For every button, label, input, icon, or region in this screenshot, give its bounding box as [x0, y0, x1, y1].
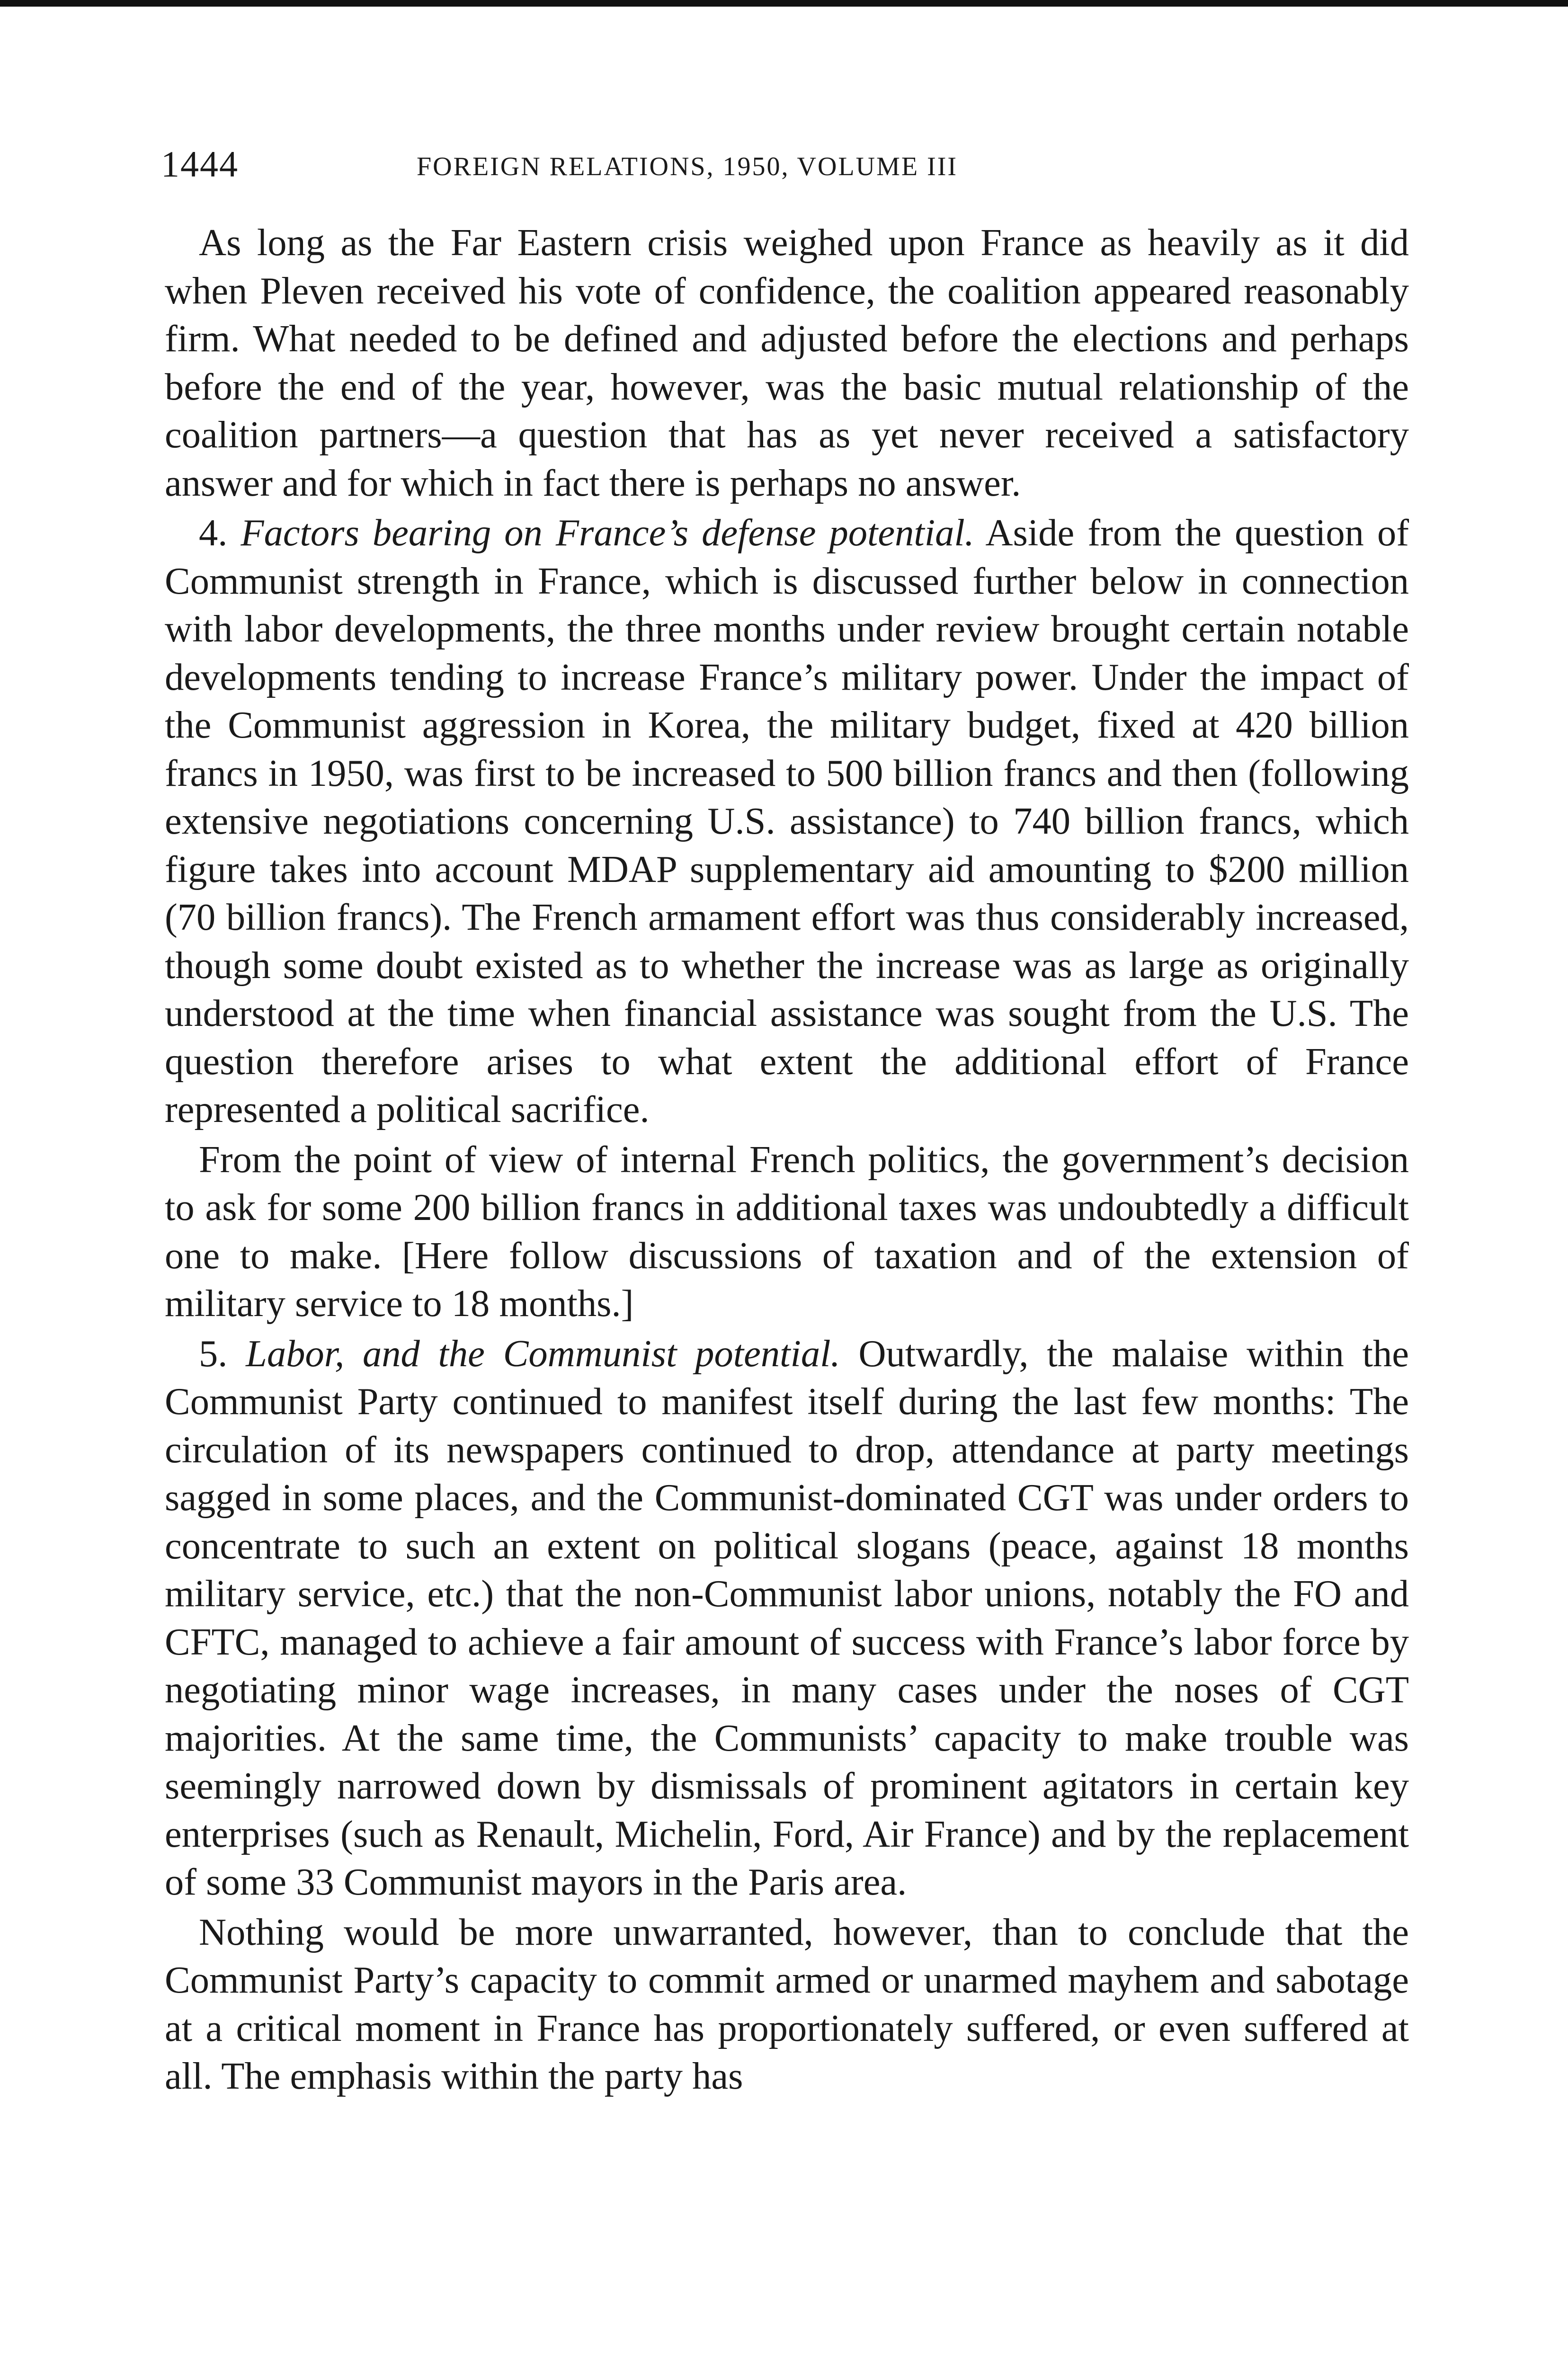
section-heading: Factors bearing on France’s defense potential.	[241, 512, 974, 554]
paragraph-taxation	[165, 1136, 1409, 1328]
paragraph-text: As long as the Far Eastern crisis weighed upon France as heavily as it did when Pleven received his vote of confidence, the coalition appeared reasonably firm. What needed to be defined and adjusted before the elections and perhaps before the end of the year, however, was the basic mutual relationship of the coalition partners—a question that has as yet never received a satisfactory answer and for which in fact there is perhaps no answer.	[165, 222, 1409, 504]
paragraph-coalition	[165, 219, 1409, 507]
paragraph-communist-capacity	[165, 1908, 1409, 2100]
running-head	[161, 138, 1411, 190]
document-body	[165, 219, 1409, 2100]
running-header-title: FOREIGN RELATIONS, 1950, VOLUME III	[417, 152, 958, 181]
paragraph-text: Aside from the question of Communist strength in France, which is discussed further below in connection with labor developments, the three months under review brought certain notable developments tending to increase France’s military power. Under the impact of the Communist aggression in Korea, the military budget, fixed at 420 billion francs in 1950, was first to be increased to 500 billion francs and then (following extensive negotiations concerning U.S. assistance) to 740 billion francs, which figure takes into account MDAP supplementary aid amounting to $200 million (70 billion francs). The French armament effort was thus considerably increased, though some doubt existed as to whether the increase was as large as originally understood at the time when financial assistance was sought from the U.S. The question therefore arises to what extent the additional effort of France represented a political sacrifice.	[165, 512, 1409, 1130]
section-heading: Labor, and the Communist potential.	[246, 1332, 840, 1375]
paragraph-text: Outwardly, the malaise within the Communist Party continued to manifest itself during the last few months: The circulation of its newspapers continued to drop, attendance at party meetings sagged in some places, and the Communist-dominated CGT was under orders to concentrate to such an extent on political slogans (peace, against 18 months military service, etc.) that the non-Communist labor unions, notably the FO and CFTC, managed to achieve a fair amount of success with France’s labor force by negotiating minor wage increases, in many cases under the noses of CGT majorities. At the same time, the Communists’ capacity to make trouble was seemingly narrowed down by dismissals of prominent agitators in certain key enterprises (such as Renault, Michelin, Ford, Air France) and by the replacement of some 33 Communist mayors in the Paris area.	[165, 1332, 1409, 1903]
paragraph-section-5	[165, 1330, 1409, 1906]
top-border-rule	[0, 0, 1568, 7]
paragraph-section-4	[165, 509, 1409, 1134]
paragraph-text: From the point of view of internal French politics, the government’s decision to ask for some 200 billion francs in additional taxes was undoubtedly a difficult one to make. [Here follow discussions of taxation and of the extension of military service to 18 months.]	[165, 1138, 1409, 1325]
page-number: 1444	[161, 143, 239, 185]
section-number: 5.	[199, 1332, 228, 1375]
section-number: 4.	[199, 512, 228, 554]
paragraph-text: Nothing would be more unwarranted, however, than to conclude that the Communist Party’s capacity to commit armed or unarmed mayhem and sabotage at a critical moment in France has proportionately suffered, or even suffered at all. The emphasis within the party has	[165, 1911, 1409, 2097]
